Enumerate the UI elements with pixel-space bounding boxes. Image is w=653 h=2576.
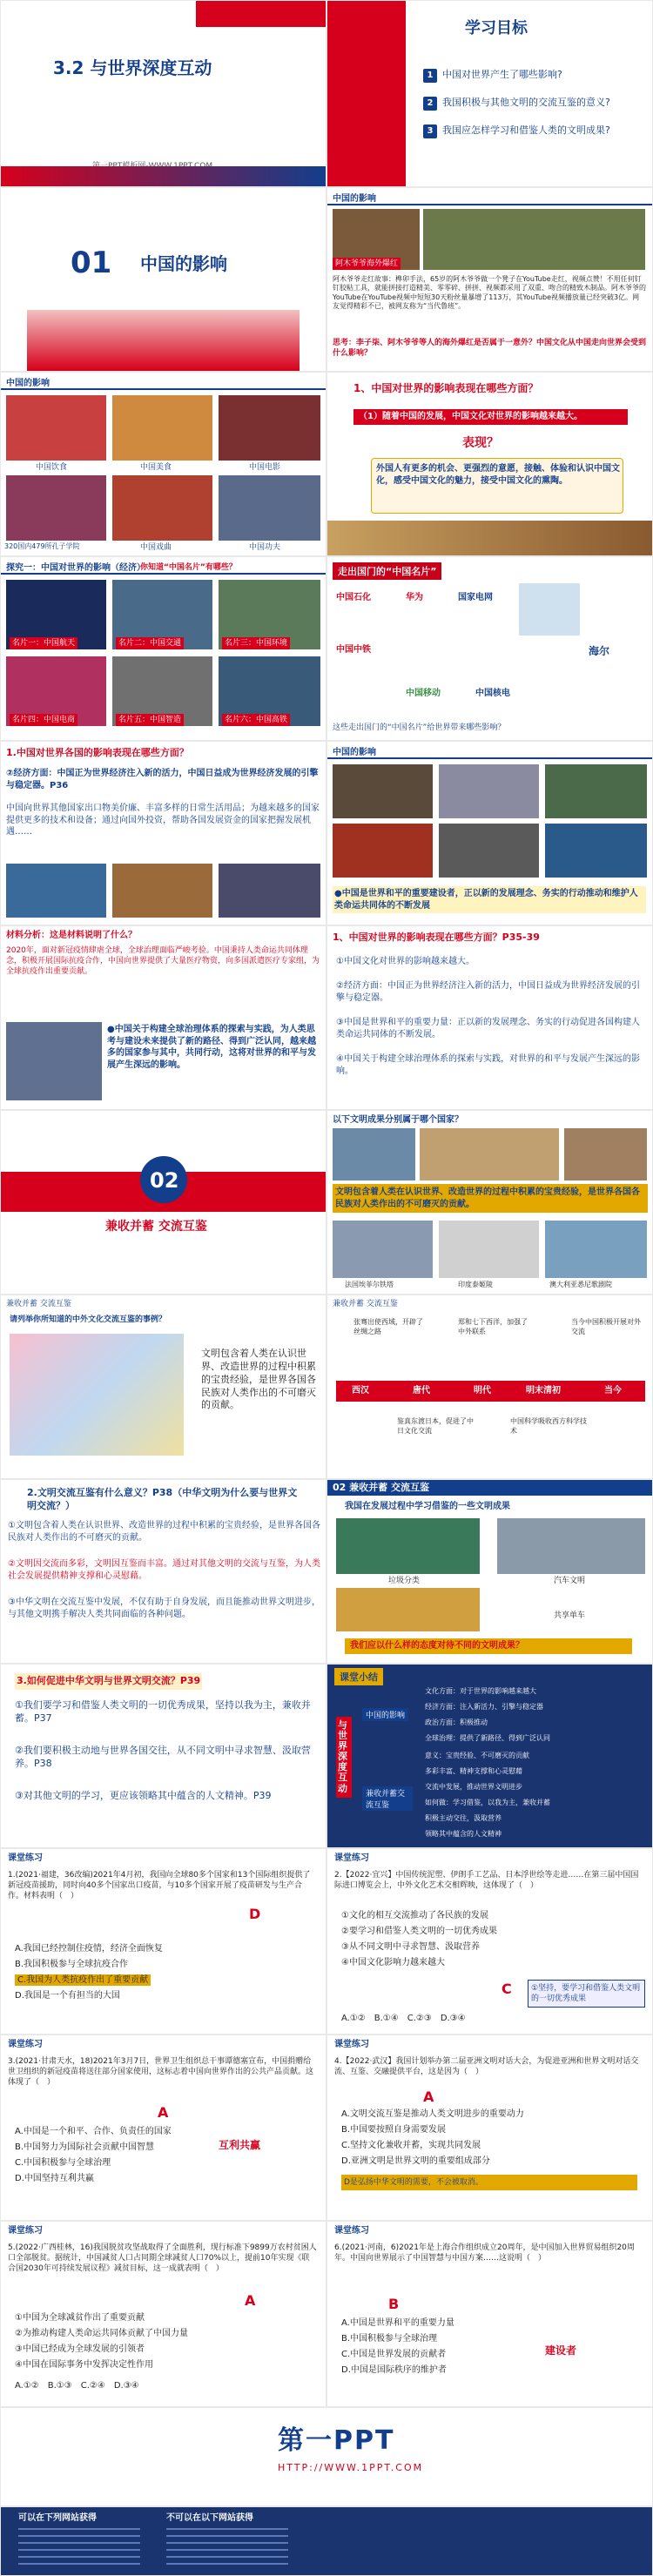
slide-exercise-4: [327, 2035, 652, 2220]
exercise-answer: A: [423, 2088, 434, 2105]
landmark-cap-1: 法国埃菲尔铁塔: [345, 1281, 394, 1288]
option-d: D.我国是一个有担当的大国: [15, 1991, 120, 2001]
landmark-pic-1: [333, 1128, 415, 1180]
slide-exercise-3: [1, 2035, 326, 2220]
peace-caption: ●中国是世界和平的重要建设者，正以新的发展理念、务实的行动推动和维护人类命运共同体的不断发展: [333, 886, 646, 913]
exercise-head: 课堂练习: [8, 2226, 43, 2236]
landmark-pic-3: [564, 1128, 647, 1180]
meaning-question: 2.文明交流互鉴有什么意义？P38（中华文明为什么要与世界文明交流？）: [27, 1487, 298, 1511]
slide-logo: [1, 2408, 652, 2505]
exercise-answer: C: [502, 1981, 512, 1997]
slide-links: [1, 2507, 652, 2575]
exercise-question: 5.(2022·广西桂林，16)我国脱贫攻坚战取得了全面胜利，现行标准下9899万农村贫困人口全部脱贫。据统计，中国减贫人口占同期全球减贫人口70%以上，提前10年实现《联合国2030年可持续发展议程》减贫目标，这一成就表明（ ）: [8, 2243, 317, 2274]
brand-1: 中国石化: [336, 593, 371, 602]
brand-url: HTTP://WWW.1PPT.COM: [278, 2462, 424, 2473]
pic-3: [219, 395, 320, 461]
slide-name-cards: [1, 557, 326, 740]
material-head: 材料分析：这是材料说明了什么？: [6, 931, 137, 940]
slide-economy: [1, 742, 326, 925]
note-4: 中国科学吸收西方科学技术: [510, 1417, 587, 1435]
borrowed-cap-3: 共享单车: [554, 1611, 586, 1620]
statement-1: ①文化的相互交流推动了各民族的发展: [341, 1911, 488, 1920]
section-title: 兼收并蓄 交流互鉴: [105, 1220, 207, 1234]
landmark-cap-2: 印度泰姬陵: [458, 1281, 493, 1288]
slide-influence-culture: [327, 373, 652, 555]
slide-section-1: [1, 188, 326, 371]
slide-exercise-2: [327, 1849, 652, 2034]
slide-meaning: [1, 1480, 326, 1663]
mindmap-branch-1: 中国的影响: [362, 1708, 408, 1721]
summary-item-2: ②经济方面：中国正为世界经济注入新的活力，中国日益成为世界经济发展的引擎与稳定器。: [336, 981, 640, 1003]
mindmap-leaf-1: 文化方面：对于世界的影响越来越大: [425, 1687, 536, 1695]
section-number: 01: [71, 245, 112, 280]
option-c: C.中国积极参与全球治理: [15, 2158, 111, 2168]
era-4: 明末清初: [526, 1386, 561, 1396]
landmark-pic-2: [420, 1128, 559, 1180]
peace-pic-1: [333, 764, 433, 818]
statement-1: ①中国为全球减贫作出了重要贡献: [15, 2313, 145, 2323]
option-a: A.我国已经控制住疫情，经济全面恢复: [15, 1944, 163, 1954]
mindmap-leaf-5: 意义：宝贵经验、不可磨灭的贡献: [425, 1752, 529, 1759]
answer-text: 外国人有更多的机会、更强烈的意愿，接触、体验和认识中国文化，感受中国文化的魅力，接受中国文化的熏陶。: [376, 464, 620, 486]
material-conclusion: ●中国关于构建全球治理体系的探索与实践，为人类思考与建设未来提供了新的路径、得到广泛认同，越来越多的国家参与其中，共同行动，这将对世界的和平与发展产生深远的影响。: [107, 1025, 316, 1070]
title-band: [1, 1, 326, 27]
option-b: B.中国努力为国际社会贡献中国智慧: [15, 2142, 155, 2152]
exercise-head: 课堂练习: [8, 2040, 43, 2049]
exercise-head: 课堂练习: [8, 1853, 43, 1863]
slide-how: [1, 1665, 326, 1847]
brands-header: 走出国门的“中国名片”: [333, 562, 441, 580]
allowed-link-list: [18, 2528, 140, 2566]
photo-label: 阿木爷爷海外爆红: [333, 258, 401, 270]
slide-title: [1, 1, 326, 186]
landmarks-head: 以下文明成果分别属于哪个国家？: [333, 1115, 463, 1125]
option-c: C.我国为人类抗疫作出了重要贡献: [15, 1974, 151, 1986]
point-bar: （1）随着中国的发展，中国文化对世界的影响越来越大。: [353, 409, 628, 425]
card-1: 名片一：中国航天: [10, 637, 77, 649]
borrowed-question: 我们应以什么样的态度对待不同的文明成果？: [345, 1638, 632, 1654]
option-b: B.中国要按照自身需要发展: [341, 2125, 447, 2135]
exercise-answer: D: [249, 1906, 261, 1922]
slide-goals: [327, 1, 652, 186]
world-map: [10, 1334, 184, 1456]
slide-brands: [327, 557, 652, 740]
note-1: 张骞出使西域，开辟了丝绸之路: [353, 1318, 423, 1335]
peace-pic-5: [439, 824, 539, 878]
title-footer-band: [1, 166, 326, 186]
slide-exercise-5: [1, 2222, 326, 2406]
slide-exchange-map: [1, 1295, 326, 1478]
summary-question: 1、中国对世界的影响表现在哪些方面？P35-39: [333, 932, 540, 943]
era-3: 明代: [474, 1386, 491, 1396]
option-c: C.坚持文化兼收并蓄，实现共同发展: [341, 2141, 481, 2150]
slide-mindmap: [327, 1665, 652, 1847]
economy-point: ②经济方面：中国正为世界经济注入新的活力，中国日益成为世界经济发展的引擎与稳定器。P36: [6, 769, 319, 790]
exercise-question: 3.(2021·甘肃天水，18)2021年3月7日，世界卫生组织总干事谭德塞宣布，中国捐赠给世卫组织的新冠疫苗将送往部分国家使用，这标志着中国向世界作出的公共产品贡献。这体现了（ ）: [8, 2057, 314, 2088]
summary-item-1: ①中国文化对世界的影响越来越大。: [336, 957, 475, 966]
landmark-pic-5: [439, 1221, 539, 1278]
slide-timeline: [327, 1295, 652, 1478]
tiananmen-illustration: [27, 310, 300, 371]
answer-note: 建设者: [545, 2344, 577, 2357]
statement-2: ②为推动构建人类命运共同体贡献了中国力量: [15, 2329, 188, 2338]
cards-question: 你知道“中国名片”有哪些？: [140, 563, 237, 572]
nuclear-logo: [519, 583, 580, 636]
card-2: 名片二：中国交通: [116, 637, 184, 649]
material-text: 2020年，面对新冠疫情肆虐全球，全球治理面临严峻考验。中国秉持人类命运共同体理念，积极开展国际抗疫合作，中国向世界提供了大量医疗物资，向多国派遣医疗专家组，为全球抗疫作出重要贡献。: [6, 946, 320, 977]
slide-header: 中国的影响: [1, 373, 326, 390]
mindmap-head: 课堂小结: [334, 1668, 383, 1685]
exercise-answer: B: [388, 2296, 400, 2312]
slide-subhead: 兼收并蓄 交流互鉴: [6, 1300, 71, 1308]
slide-landmarks: [327, 1111, 652, 1294]
cap-6: 中国功夫: [249, 543, 281, 552]
statement-4: ④中国在国际事务中发挥决定性作用: [15, 2360, 153, 2370]
mindmap-leaf-4: 全球治理：提供了新路径、得到广泛认同: [425, 1734, 550, 1742]
amu-story: 阿木爷爷走红故事：榫卯手法，65岁的阿木爷爷做一个凳子在YouTube走红，视频点赞！不用任何钉钉胶粘工具，就能拼接打造精美、零零碎、拼拼、视频都采用了双重、吻合的精致木制品。阿木爷爷的YouTube在YouTube视频中短短30天粉丝量暴增了113万，其YouTube视频播放量已经突破3亿。网友觉得精彩不已，被网友称为“当代鲁班”。: [333, 275, 646, 311]
statement-3: ③从不同文明中寻求智慧、汲取营养: [341, 1942, 480, 1952]
brand-4: 中国中铁: [336, 645, 371, 655]
mindmap-leaf-10: 领略其中蕴含的人文精神: [425, 1830, 502, 1838]
slide-section-2: [1, 1111, 326, 1294]
economy-pic-3: [219, 864, 320, 918]
slide-header-bar: 02 兼收并蓄 交流互鉴: [327, 1480, 652, 1496]
meaning-item-2: ②文明因交流而多彩，文明因互鉴而丰富。通过对其他文明的交流与互鉴，为人类社会发展提供精神支撑和心灵慰藉。: [8, 1559, 320, 1581]
mindmap-leaf-8: 如何做：学习借鉴，以我为主，兼收并蓄: [425, 1799, 550, 1806]
borrowed-cap-1: 垃圾分类: [388, 1577, 421, 1585]
slide-header: 中国的影响: [327, 188, 652, 205]
era-2: 唐代: [413, 1386, 430, 1396]
landmarks-text: 文明包含着人类在认识世界、改造世界的过程中积累的宝贵经验，是世界各国各民族对人类作出的不可磨灭的贡献。: [333, 1184, 648, 1213]
brand-7: 中国核电: [475, 689, 510, 698]
pic-4: [6, 475, 106, 541]
exercise-question: 1.(2021·福建，36改编)2021年4月初，我国向全球80多个国家和13个国际组织提供了新冠疫苗援助，同时向40多个国家出口疫苗，与10多个国家开展了疫苗研发与生产合作。材料表明（ ）: [8, 1871, 311, 1901]
how-item-1: ①我们要学习和借鉴人类文明的一切优秀成果，坚持以我为主，兼收并蓄。P37: [15, 1699, 311, 1724]
goals-title: 学习目标: [465, 19, 528, 37]
cap-3: 中国电影: [249, 463, 281, 472]
goal-2: 2 我国积极与其他文明的交流互鉴的意义?: [423, 97, 610, 111]
borrowed-pic-3: [336, 1588, 480, 1631]
pic-6: [219, 475, 320, 541]
cap-4: 320国内479所孔子学院: [4, 542, 80, 550]
brand-6: 中国移动: [406, 689, 441, 698]
mindmap-leaf-7: 交流中发展，推动世界文明进步: [425, 1783, 522, 1791]
note-5: 当今中国积极开展对外交流: [571, 1318, 641, 1335]
hint-box: D是弘扬中华文明的需要，不会被取消。: [341, 2175, 637, 2190]
era-5: 当今: [604, 1386, 622, 1396]
economy-question: 1.中国对世界各国的影响表现在哪些方面？: [6, 747, 189, 758]
mindmap-branch-2: 兼收并蓄交流互鉴: [362, 1786, 413, 1811]
statement-3: ③中国已经成为全球发展的引领者: [15, 2344, 145, 2354]
card-4: 名片四：中国电商: [10, 714, 77, 726]
exchange-text: 文明包含着人类在认识世界、改造世界的过程中积累的宝贵经验，是世界各国各民族对人类作出的不可磨灭的贡献。: [201, 1348, 316, 1411]
card-5: 名片五：中国智造: [116, 714, 184, 726]
exercise-head: 课堂练习: [334, 2040, 369, 2049]
mindmap-leaf-2: 经济方面：注入新活力、引擎与稳定器: [425, 1703, 543, 1711]
brand-3: 国家电网: [458, 593, 493, 602]
meaning-item-1: ①文明包含着人类在认识世界、改造世界的过程中积累的宝贵经验，是世界各国各民族对人类作出的不可磨灭的贡献。: [8, 1521, 320, 1543]
forbidden-link-list: [166, 2528, 288, 2566]
brand-logo: 第一PPT: [278, 2425, 395, 2456]
era-1: 西汉: [352, 1386, 369, 1396]
scenery-strip: [327, 521, 652, 555]
pic-1: [6, 395, 106, 461]
slide-borrowed: [327, 1480, 652, 1663]
exercise-question: 2.【2022·宜兴】中国传统泥塑、伊朗手工艺品、日本浮世绘等走进……在第三届中国国际进口博览会上，中外文化艺术交相辉映，这体现了（ ）: [334, 1871, 639, 1891]
slide-title-text: 3.2 与世界深度互动: [53, 57, 212, 78]
option-a: A.中国是一个和平、合作、负责任的国家: [15, 2127, 172, 2136]
slide-header: 探究一：中国对世界的影响（经济）: [1, 557, 326, 575]
landmark-pic-6: [545, 1221, 647, 1278]
statement-4: ④中国文化影响力越来越大: [341, 1958, 445, 1967]
exercise-answer: A: [158, 2104, 169, 2121]
how-item-3: ③对其他文明的学习，更应该领略其中蕴含的人文精神。P39: [15, 1790, 272, 1801]
note-3: 郑和七下西洋，加强了中外联系: [458, 1318, 528, 1335]
option-a: A.文明交流互鉴是推动人类文明进步的重要动力: [341, 2109, 524, 2119]
slide-subhead: 兼收并蓄 交流互鉴: [333, 1300, 398, 1308]
borrowed-pic-2: [497, 1518, 645, 1574]
mindmap-leaf-9: 积极主动交往，汲取营养: [425, 1814, 502, 1822]
meaning-item-3: ③中华文明在交流互鉴中发展，不仅有助于自身发展，而且能推动世界文明进步，与其他文明携手解决人类共同面临的各种问题。: [8, 1597, 320, 1619]
hint-box: ①坚持，要学习和借鉴人类文明的一切优秀成果: [528, 1980, 645, 2008]
exercise-question: 6.(2021·河南，6)2021年是上海合作组织成立20周年，是中国加入世界贸易组织20周年。中国向世界展示了中国智慧与中国方案……这说明（ ）: [334, 2243, 635, 2263]
borrowed-text: 我国在发展过程中学习借鉴的一些文明成果: [345, 1502, 510, 1511]
material-photo: [6, 1022, 102, 1100]
brand-2: 华为: [406, 593, 423, 602]
exercise-question: 4.【2022·武汉】我国计划举办第二届亚洲文明对话大会，为促进亚洲和世界文明对话交流、互鉴、交融提供平台，这是因为（ ）: [334, 2057, 639, 2077]
option-a: A.中国是世界和平的重要力量: [341, 2318, 454, 2328]
cap-1: 中国饮食: [36, 463, 68, 472]
photo-craftsman: [423, 209, 645, 270]
slide-influence-pics: [1, 373, 326, 555]
links-head-forbidden: 不可以在以下网站获得: [166, 2513, 253, 2523]
card-3: 名片三：中国环境: [222, 637, 290, 649]
exercise-answer: A: [245, 2292, 256, 2309]
slide-peace: [327, 742, 652, 925]
option-d: D.亚洲文明是世界文明的重要组成部分: [341, 2156, 490, 2166]
slide-exercise-6: [327, 2222, 652, 2406]
economy-pic-1: [6, 864, 106, 918]
how-item-2: ②我们要积极主动地与世界各国交往，从不同文明中寻求智慧、汲取营养。P38: [15, 1745, 311, 1769]
option-b: B.我国积极参与全球抗疫合作: [15, 1960, 129, 1969]
question-title: 1、中国对世界的影响表现在哪些方面？: [353, 382, 539, 394]
links-head-allowed: 可以在下列网站获得: [18, 2513, 97, 2523]
economy-detail: 中国向世界其他国家出口物美价廉、丰富多样的日常生活用品；为越来越多的国家提供更多的技术和设备；通过向国外投资，帮助各国发展资金的国家把握发展机遇……: [6, 804, 320, 837]
slide-summary-1: [327, 926, 652, 1109]
peace-pic-4: [333, 824, 433, 878]
goals-sidebar: [327, 1, 406, 186]
exchange-question: 请列举你所知道的中外文化交流互鉴的事例？: [10, 1315, 167, 1324]
borrowed-cap-2: 汽车文明: [554, 1577, 586, 1585]
slide-amu: [327, 188, 652, 371]
ask-label: 表现？: [462, 436, 499, 450]
slide-exercise-1: [1, 1849, 326, 2034]
how-question: 3.如何促进中华文明与世界文明交流？P39: [15, 1673, 202, 1690]
cap-2: 中国美食: [140, 463, 172, 472]
amu-question: 思考：李子柒、阿木爷爷等人的海外爆红是否属于一意外？中国文化从中国走向世界会受到什么影响？: [333, 339, 647, 359]
exercise-head: 课堂练习: [334, 2226, 369, 2236]
peace-pic-6: [545, 824, 647, 878]
section-number: 02: [150, 1168, 179, 1193]
answer-note: 互利共赢: [219, 2139, 261, 2151]
slide-material: [1, 926, 326, 1109]
borrowed-pic-1: [336, 1518, 480, 1574]
slide-header: 中国的影响: [327, 742, 652, 759]
option-c: C.中国是世界发展的贡献者: [341, 2350, 447, 2359]
peace-pic-2: [439, 764, 539, 818]
statement-2: ②要学习和借鉴人类文明的一切优秀成果: [341, 1927, 497, 1936]
goal-3: 3 我国应怎样学习和借鉴人类的文明成果?: [423, 124, 610, 138]
option-b: B.中国积极参与全球治理: [341, 2334, 438, 2344]
peace-pic-3: [545, 764, 647, 818]
summary-item-4: ④中国关于构建全球治理体系的探索与实践，对世界的和平与发展产生深远的影响。: [336, 1054, 640, 1076]
option-d: D.中国是国际秩序的维护者: [341, 2365, 447, 2375]
landmark-cap-3: 澳大利亚悉尼歌剧院: [549, 1281, 612, 1288]
summary-item-3: ③中国是世界和平的重要力量：正以新的发展理念、务实的行动促进各国构建人类命运共同体的不断发展。: [336, 1018, 640, 1039]
choices: A.①② B.①③ C.②④ D.③④: [15, 2381, 139, 2391]
option-d: D.中国坚持互利共赢: [15, 2174, 94, 2183]
pic-5: [112, 475, 212, 541]
goal-1: 1 中国对世界产生了哪些影响?: [423, 69, 562, 83]
mindmap-root: 与世界深度互动: [336, 1717, 352, 1798]
landmark-pic-4: [333, 1221, 433, 1278]
economy-pic-2: [112, 864, 212, 918]
mindmap-leaf-3: 政治方面：积极推动: [425, 1718, 488, 1726]
section-title: 中国的影响: [140, 253, 227, 274]
mindmap-leaf-6: 多彩丰富、精神支撑和心灵慰藉: [425, 1767, 522, 1775]
exercise-head: 课堂练习: [334, 1853, 369, 1863]
pic-2: [112, 395, 212, 461]
brands-question: 这些走出国门的“中国名片”给世界带来哪些影响？: [333, 723, 506, 732]
card-6: 名片六：中国高铁: [222, 714, 290, 726]
choices: A.①② B.①④ C.②③ D.③④: [341, 2014, 466, 2023]
brand-5: 海尔: [589, 645, 610, 657]
cap-5: 中国戏曲: [140, 543, 172, 552]
note-2: 鉴真东渡日本，促进了中日文化交流: [397, 1417, 474, 1435]
